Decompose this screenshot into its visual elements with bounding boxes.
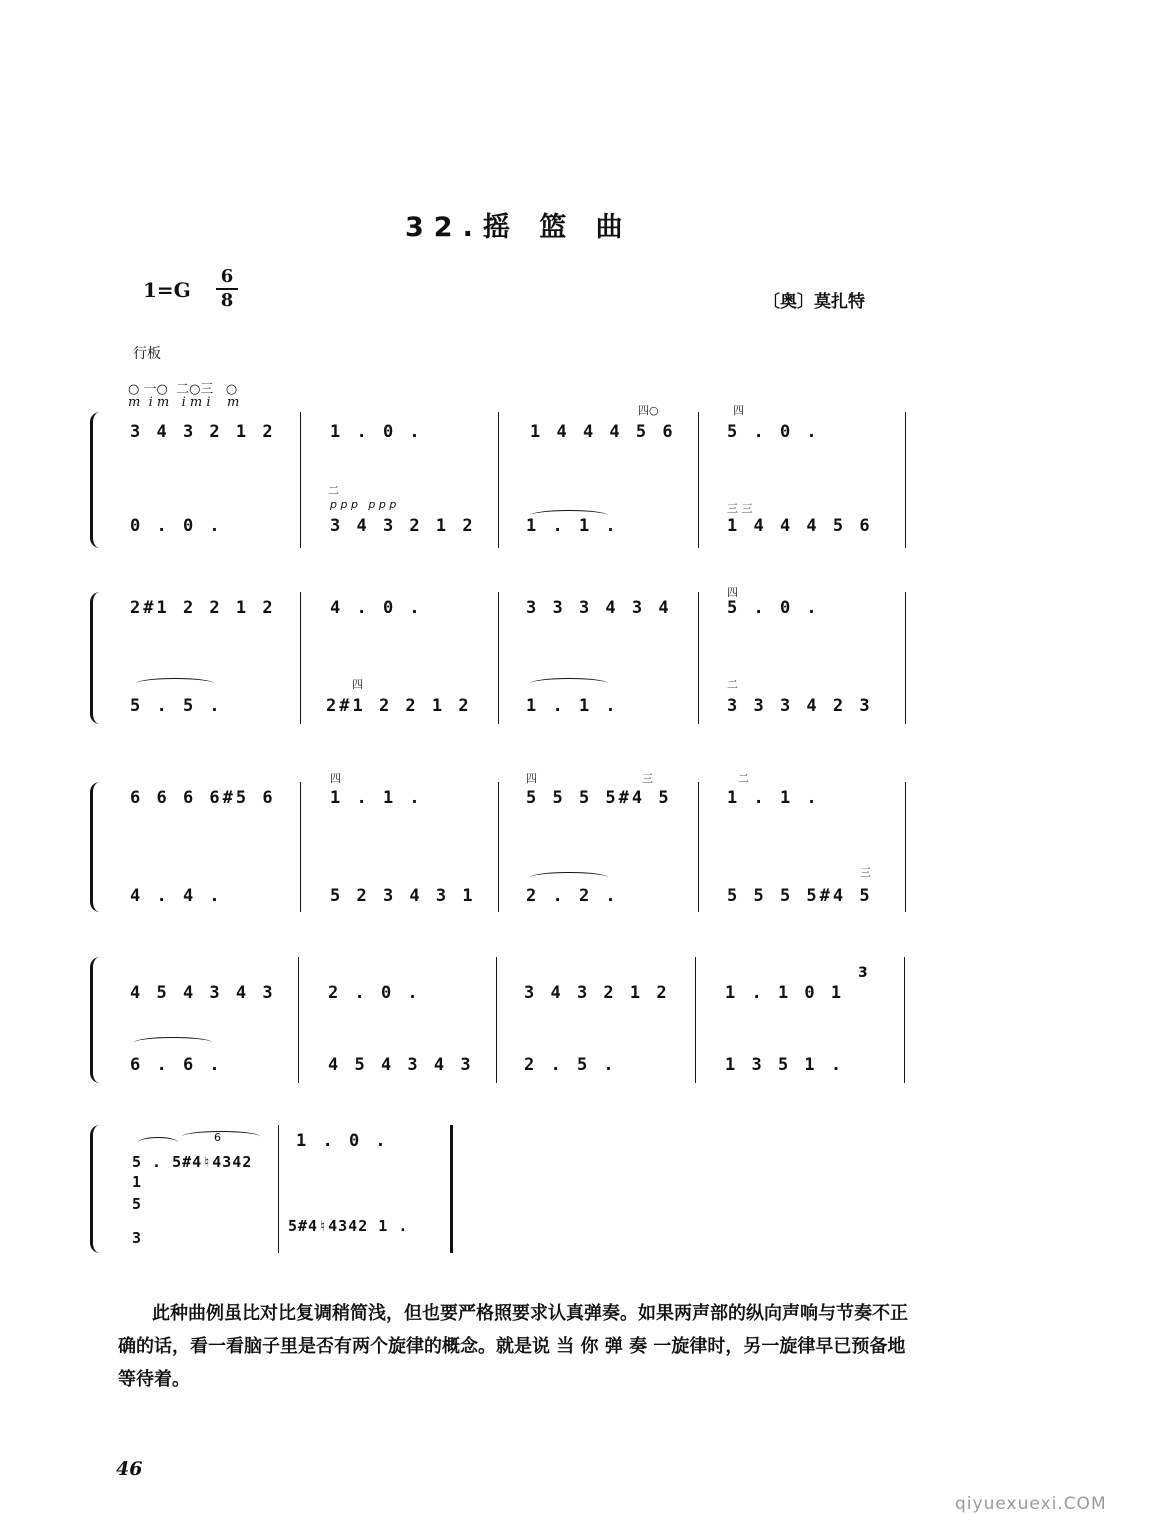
slur bbox=[136, 678, 214, 689]
lower-measure: 2 . 2 . bbox=[526, 886, 619, 906]
lower-measure: 6 . 6 . bbox=[130, 1055, 223, 1075]
upper-measure: 5 . 0 . bbox=[727, 422, 820, 442]
fingering-mark: 二 bbox=[328, 484, 339, 497]
lower-measure: 1 . 1 . bbox=[526, 516, 619, 536]
key-signature: 1=G bbox=[143, 278, 191, 302]
system-brace bbox=[90, 957, 103, 1083]
upper-measure: 2 . 0 . bbox=[328, 983, 421, 1003]
slur bbox=[138, 1137, 178, 1148]
lower-measure: 3 3 3 4 2 3 bbox=[727, 696, 873, 716]
system-brace bbox=[90, 1125, 103, 1253]
triplet-mark: 3 bbox=[858, 965, 868, 981]
lower-measure: 2 . 5 . bbox=[524, 1055, 617, 1075]
system-3 bbox=[90, 772, 910, 912]
slur bbox=[182, 1131, 260, 1142]
slur bbox=[530, 678, 608, 689]
upper-measure: 1 . 1 . bbox=[727, 788, 820, 808]
barline bbox=[905, 782, 906, 912]
barline bbox=[278, 1125, 279, 1253]
chord-note: 1 bbox=[132, 1173, 145, 1191]
lower-measure: 5 5 5 5#4 5 bbox=[727, 886, 873, 906]
upper-measure: 3 4 3 2 1 2 bbox=[130, 422, 276, 442]
chord-note: 3 bbox=[132, 1229, 145, 1247]
fingering-mark: 二 bbox=[738, 772, 749, 785]
upper-measure: 6 6 6 6#5 6 bbox=[130, 788, 276, 808]
dynamics-ppp: p p p p p p bbox=[330, 498, 397, 511]
fingering-letters: m i m i m i m bbox=[128, 395, 240, 410]
slur bbox=[530, 872, 608, 883]
lower-measure: 5 . 5 . bbox=[130, 696, 223, 716]
slur bbox=[134, 1037, 212, 1048]
lower-measure: 4 5 4 3 4 3 bbox=[328, 1055, 474, 1075]
fingering-marks bbox=[128, 383, 239, 409]
fingering-mark: 四○ bbox=[638, 404, 659, 417]
fingering-mark: 四 bbox=[526, 772, 537, 785]
final-barline bbox=[450, 1125, 453, 1253]
fingering-mark: 二 bbox=[727, 678, 738, 691]
barline bbox=[300, 782, 301, 912]
upper-measure: 3 3 3 4 3 4 bbox=[526, 598, 672, 618]
upper-measure: 5 . 0 . bbox=[727, 598, 820, 618]
barline bbox=[300, 592, 301, 724]
upper-measure: 4 5 4 3 4 3 bbox=[130, 983, 276, 1003]
barline bbox=[905, 592, 906, 724]
system-5 bbox=[90, 1125, 470, 1253]
time-signature-bottom: 8 bbox=[220, 290, 234, 311]
system-brace bbox=[90, 412, 103, 548]
fingering-mark: 四 bbox=[727, 586, 738, 599]
barline bbox=[698, 782, 699, 912]
chord-note: 5 bbox=[132, 1195, 145, 1213]
upper-measure: 1 . 1 0 1 bbox=[725, 983, 845, 1003]
upper-measure: 3 4 3 2 1 2 bbox=[524, 983, 670, 1003]
barline bbox=[695, 957, 696, 1083]
system-4 bbox=[90, 957, 910, 1083]
lower-measure: 5#4♮4342 1 . bbox=[288, 1217, 409, 1235]
barline bbox=[496, 957, 497, 1083]
barline bbox=[698, 412, 699, 548]
barline bbox=[905, 412, 906, 548]
upper-measure: 1 . 0 . bbox=[296, 1131, 389, 1151]
upper-measure: 5 . 5#4♮4342 bbox=[132, 1153, 253, 1171]
commentary-paragraph: 此种曲例虽比对比复调稍简浅，但也要严格照要求认真弹奏。如果两声部的纵向声响与节奏不正确的话，看一看脑子里是否有两个旋律的概念。就是说 当 你 弹 奏 一旋律时，另一旋律早已预备地等待着。 bbox=[118, 1303, 908, 1390]
barline bbox=[904, 957, 905, 1083]
barline bbox=[498, 412, 499, 548]
upper-measure: 1 4 4 4 5 6 bbox=[530, 422, 676, 442]
upper-measure: 1 . 1 . bbox=[330, 788, 423, 808]
system-brace bbox=[90, 592, 103, 724]
fingering-mark: 三 三 bbox=[727, 502, 753, 515]
upper-measure: 4 . 0 . bbox=[330, 598, 423, 618]
barline bbox=[498, 592, 499, 724]
time-signature bbox=[216, 266, 238, 312]
barline bbox=[698, 592, 699, 724]
lower-measure: 3 4 3 2 1 2 bbox=[330, 516, 476, 536]
fingering-strings: ○ 一○ 二○三 ○ bbox=[128, 382, 238, 397]
piece-title: 32.摇 篮 曲 bbox=[405, 212, 633, 243]
composer: 〔奥〕莫扎特 bbox=[763, 292, 865, 312]
time-signature-top: 6 bbox=[220, 266, 234, 287]
system-2 bbox=[90, 586, 910, 724]
tuplet-mark: 6 bbox=[214, 1131, 221, 1144]
upper-measure: 5 5 5 5#4 5 bbox=[526, 788, 672, 808]
fingering-mark: 三 bbox=[642, 772, 653, 785]
lower-measure: 1 4 4 4 5 6 bbox=[727, 516, 873, 536]
system-1 bbox=[90, 404, 910, 548]
lower-measure: 0 . 0 . bbox=[130, 516, 223, 536]
fingering-mark: 四 bbox=[330, 772, 341, 785]
fingering-mark: 四 bbox=[352, 678, 363, 691]
fingering-mark: 四 bbox=[733, 404, 744, 417]
system-brace bbox=[90, 782, 103, 912]
watermark: qiyuexuexi.COM bbox=[955, 1494, 1107, 1514]
barline bbox=[300, 412, 301, 548]
lower-measure: 4 . 4 . bbox=[130, 886, 223, 906]
fingering-mark: 三 bbox=[860, 866, 871, 879]
barline bbox=[498, 782, 499, 912]
lower-measure: 1 3 5 1 . bbox=[725, 1055, 845, 1075]
lower-measure: 1 . 1 . bbox=[526, 696, 619, 716]
lower-measure: 5 2 3 4 3 1 bbox=[330, 886, 476, 906]
upper-measure: 2#1 2 2 1 2 bbox=[130, 598, 276, 618]
lower-measure: 2#1 2 2 1 2 bbox=[326, 696, 472, 716]
tempo-marking: 行板 bbox=[133, 346, 161, 362]
page-number: 46 bbox=[116, 1458, 143, 1480]
barline bbox=[298, 957, 299, 1083]
upper-measure: 1 . 0 . bbox=[330, 422, 423, 442]
